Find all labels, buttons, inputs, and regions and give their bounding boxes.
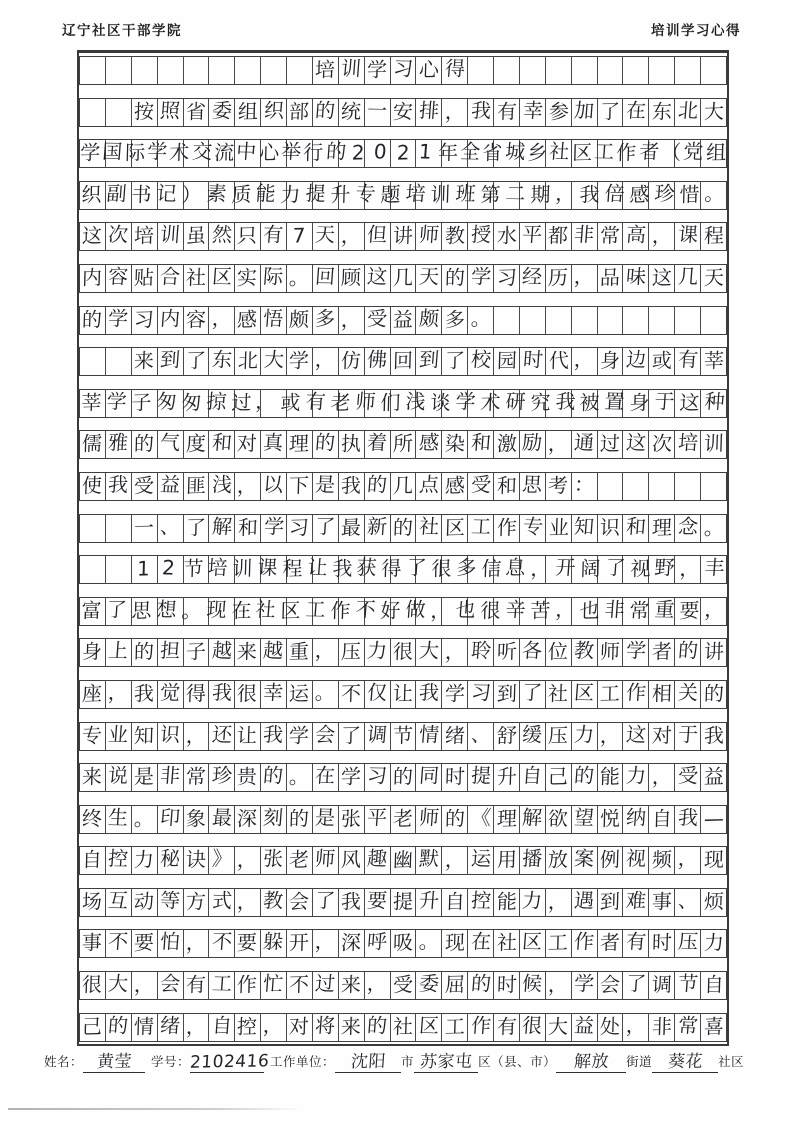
handwritten-line: 莘 学 子 匆 匆 掠 过 ， 或 有 老 师 们 浅 谈 学 术 研 究 我 被 置 身 于 这 种 [81,389,726,415]
header-doc-type: 培训学习心得 [651,23,741,39]
community-suffix: 社区 [718,1054,745,1069]
name-value: 黄莹 [83,1052,145,1073]
handwritten-line: 终 生 。 印 象 最 深 刻 的 是 张 平 老 师 的 《 理 解 欲 望 悦 纳 自 我 — [81,804,725,831]
grid-row [79,597,727,626]
grid-row [79,430,727,459]
grid-row [79,846,727,875]
grid-row [79,56,727,85]
handwritten-line: 使 我 受 益 匪 浅 ， 以 下 是 我 的 几 点 感 受 和 思 考 ： [81,472,596,498]
handwritten-line: 的 学 习 内 容 ， 感 悟 颇 多 ， 受 益 颇 多 。 [81,305,492,332]
manuscript-grid [77,50,729,1046]
handwritten-line: 这 次 培 训 虽 然 只 有 7 天 ， 但 讲 师 教 授 水 平 都 非 常 高 ， 课 程 [81,222,725,249]
grid-row [79,680,727,709]
community-value: 葵花 [652,1052,718,1073]
handwritten-line: 织 副 书 记 ） 素 质 能 力 提 升 专 题 培 训 班 第 二 期 ， 我 倍 感 珍 惜 。 [81,181,726,207]
handwritten-line: 座 ， 我 觉 得 我 很 幸 运 。 不 仅 让 我 学 习 到 了 社 区 工 作 相 关 的 [81,680,725,706]
grid-row [79,347,727,376]
name-label: 姓名： [44,1054,84,1069]
handwritten-line: 身 上 的 担 子 越 来 越 重 ， 压 力 很 大 ， 聆 听 各 位 教 师 学 者 的 讲 [81,638,725,665]
handwritten-line: 一 、 了 解 和 学 习 了 最 新 的 社 区 工 作 专 业 知 识 和 理 念 。 [133,513,725,540]
footer-fill-line [44,1051,759,1072]
grid-row [79,139,727,168]
handwritten-line: 来 说 是 非 常 珍 贵 的 。 在 学 习 的 同 时 提 升 自 己 的 能 力 ， 受 益 [81,763,725,789]
handwritten-line: 专 业 知 识 ， 还 让 我 学 会 了 调 节 情 绪 、 舒 缓 压 力 ， 这 对 于 我 [81,721,725,748]
street-suffix: 街道 [626,1054,653,1069]
handwritten-line: 来 到 了 东 北 大 学 ， 仿 佛 回 到 了 校 园 时 代 ， 身 边 或 有 莘 [133,347,725,373]
handwritten-line: 己 的 情 绪 ， 自 控 ， 对 将 来 的 社 区 工 作 有 很 大 益 处 ， 非 常 喜 [81,1012,725,1039]
scan-artifact-line [8,1108,304,1110]
student-id-value: 2102416 [189,1051,271,1073]
street-value: 解放 [556,1052,626,1073]
grid-row [79,98,727,127]
grid-row [79,264,727,293]
grid-row [79,514,727,543]
city-suffix: 市 [401,1054,415,1069]
grid-row [79,222,727,251]
grid-row [79,555,727,584]
grid-row [79,306,727,335]
grid-row [79,763,727,792]
district-value: 苏家屯 [414,1052,478,1073]
work-unit-label: 工作单位： [270,1054,336,1069]
handwritten-line: 事 不 要 怕 ， 不 要 躲 开 ， 深 呼 吸 。 现 在 社 区 工 作 者 有 时 压 力 [81,929,725,956]
handwritten-line: 内 容 贴 合 社 区 实 际 。 回 顾 这 几 天 的 学 习 经 历 ， 品 味 这 几 天 [81,264,725,290]
handwritten-line: 儒 雅 的 气 度 和 对 真 理 的 执 着 所 感 染 和 激 励 ， 通 过 这 次 培 训 [81,430,725,457]
handwritten-line: 场 互 动 等 方 式 ， 教 会 了 我 要 提 升 自 控 能 力 ， 遇 到 难 事 、 烦 [81,888,725,914]
handwritten-line: 按 照 省 委 组 织 部 的 统 一 安 排 ， 我 有 幸 参 加 了 在 东 北 大 [133,97,725,124]
grid-row [79,929,727,958]
grid-row [79,389,727,418]
grid-row [79,888,727,917]
grid-row [79,805,727,834]
grid-row [79,472,727,501]
handwritten-line: 自 控 力 秘 诀 》 ， 张 老 师 风 趣 幽 默 ， 运 用 播 放 案 例 视 频 ， 现 [81,846,725,873]
handwritten-line: 学 国 际 学 术 交 流 中 心 举 行 的 2 0 2 1 年 全 省 城 乡 社 区 工 作 者 （ 党 组 [79,139,727,165]
grid-row [79,181,727,210]
city-value: 沈阳 [335,1052,401,1073]
essay-title: 培 训 学 习 心 得 [314,56,466,82]
grid-row [79,638,727,667]
grid-row [79,1013,727,1042]
grid-row [79,971,727,1000]
handwritten-line: 1 2 节 培 训 课 程 让 我 获 得 了 很 多 信 息 ， 开 阔 了 视 野 ， 丰 [136,555,726,581]
handwritten-line: 富 了 思 想 。 现 在 社 区 工 作 不 好 做 ， 也 很 辛 苦 ， 也 非 常 重 要 ， [81,597,726,623]
handwritten-line: 很 大 ， 会 有 工 作 忙 不 过 来 ， 受 委 屈 的 时 候 ， 学 会 了 调 节 自 [81,971,725,997]
header-school-name: 辽宁社区干部学院 [62,23,182,39]
grid-row [79,722,727,751]
student-id-label: 学号： [151,1054,191,1069]
district-suffix: 区（县、市） [478,1054,557,1069]
